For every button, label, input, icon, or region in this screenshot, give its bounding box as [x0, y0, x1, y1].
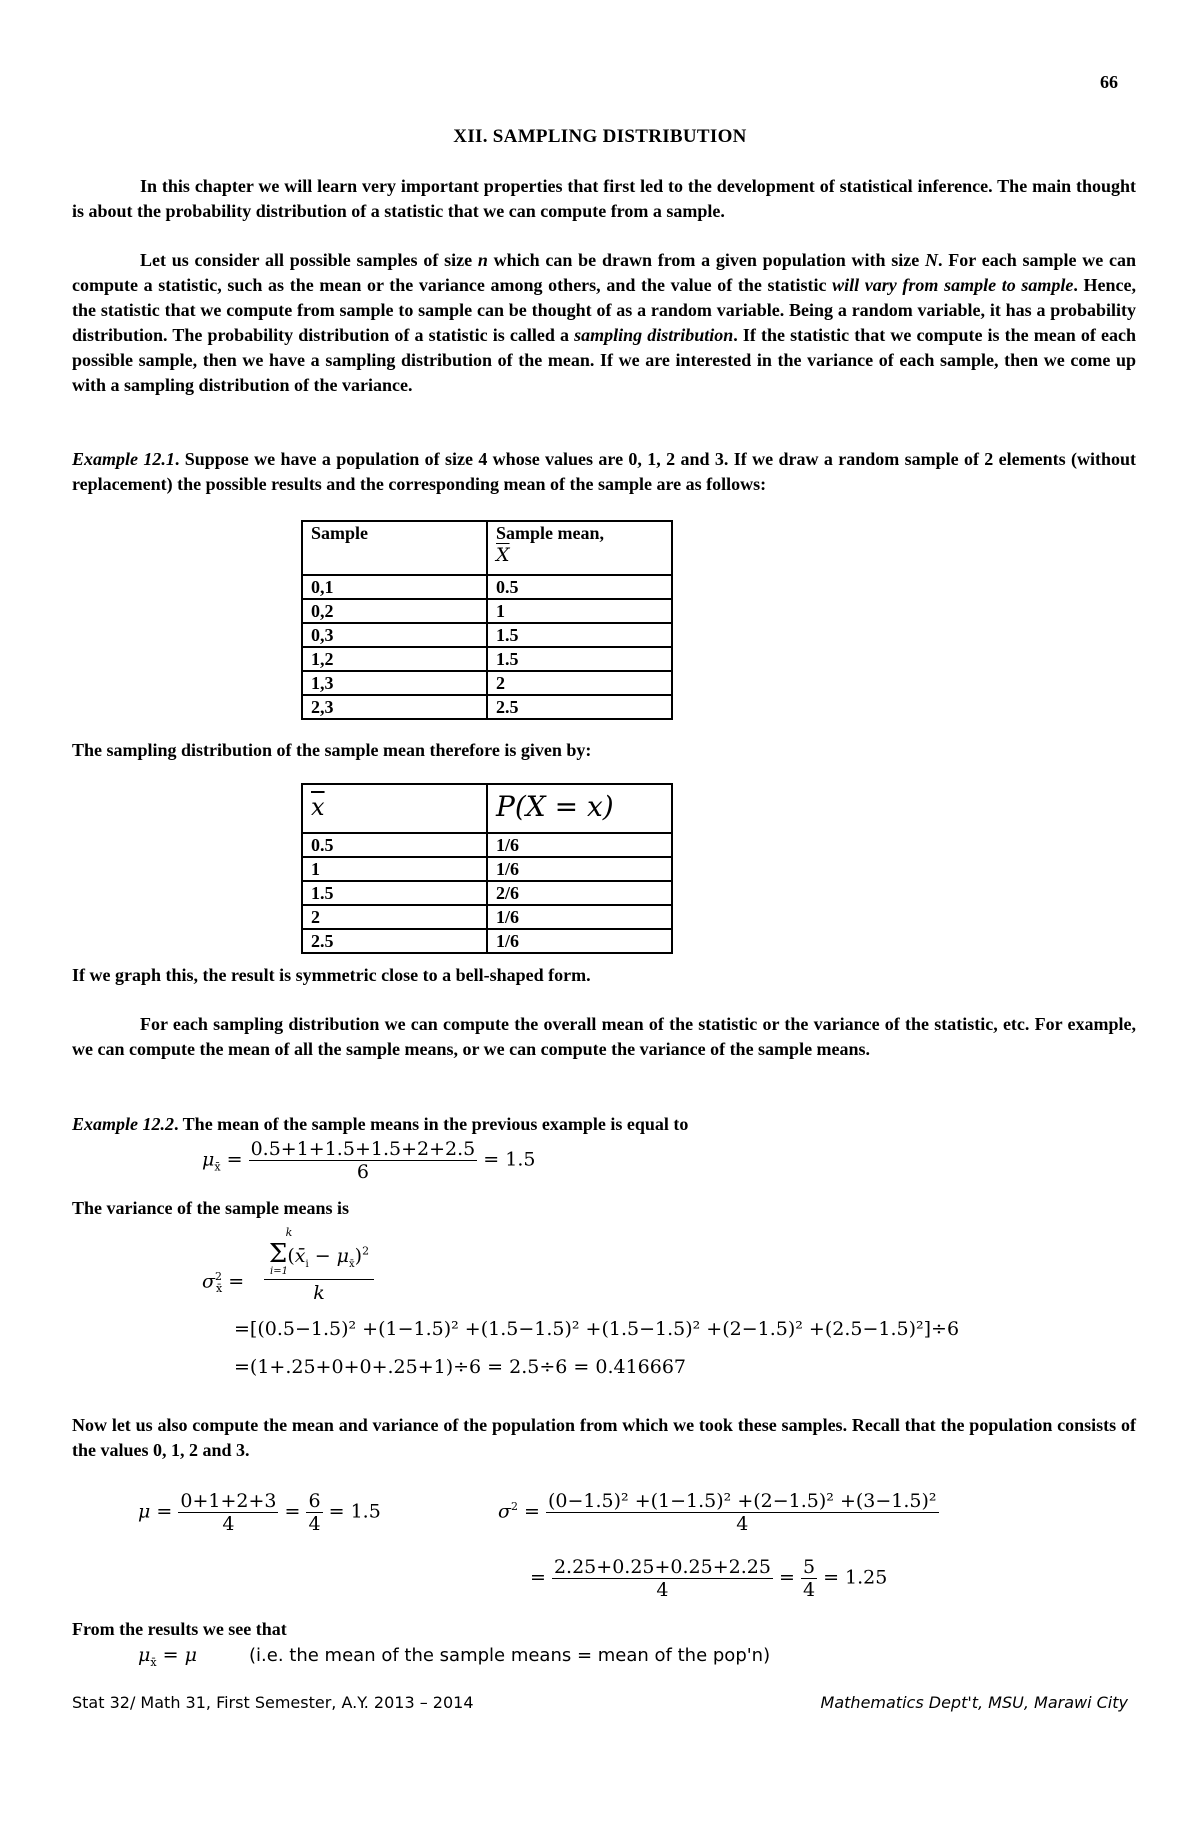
x-bar-symbol: $\overline{X}$	[496, 544, 510, 566]
graph-note: If we graph this, the result is symmetric close to a bell-shaped form.	[72, 965, 591, 985]
population-mean-formula: μ = $\frac{0+1+2+3}{4}$ = $\frac{6}{4}$ = 1.5	[138, 1490, 381, 1535]
header-sample-mean: Sample mean, $\overline{X}$	[487, 521, 672, 575]
header-x: $\overline{x}$	[302, 784, 487, 833]
sample-mean-table	[301, 520, 673, 720]
sampling-distribution-table	[301, 783, 673, 954]
p-cell: 2/6	[487, 881, 672, 905]
p2-b: which can be drawn from a given population with size	[487, 250, 926, 270]
sample-cell: 2,3	[302, 695, 487, 719]
example-1-label: Example 12.1	[72, 449, 175, 469]
population-variance-result: = $\frac{2.25+0.25+0.25+2.25}{4}$ = $\frac{5}{4}$ = 1.25	[530, 1556, 888, 1601]
example-1-text: . Suppose we have a population of size 4 whose values are 0, 1, 2 and 3. If we draw a random sample of 2 elements (without replacement) the possible results and the corresponding mean of the sample are as follows:	[72, 449, 1136, 494]
p-cell: 1/6	[487, 833, 672, 857]
mean-cell: 2.5	[487, 695, 672, 719]
x-cell: 2.5	[302, 929, 487, 953]
sample-cell: 1,3	[302, 671, 487, 695]
mean-cell: 1.5	[487, 623, 672, 647]
intro-text: In this chapter we will learn very important properties that first led to the development of statistical inference. The main thought is about the probability distribution of a statistic that we can compute from a sample.	[72, 176, 1136, 221]
mean-of-means-formula: $\mu_{x̄}$ = $\frac{0.5+1+1.5+1.5+2+2.5}{6}$ = 1.5	[202, 1138, 536, 1183]
p-cell: 1/6	[487, 905, 672, 929]
p2-n: n	[477, 250, 488, 270]
x-cell: 2	[302, 905, 487, 929]
mean-denominator: 6	[356, 1161, 369, 1183]
sample-cell: 1,2	[302, 647, 487, 671]
x-cell: 0.5	[302, 833, 487, 857]
conclusion-intro: From the results we see that	[72, 1619, 287, 1639]
variance-formula: $\sigma^2_{x̄}$ = k $\Sigma(x̄_i - \mu_{x̄})^2$ i=1 k	[202, 1226, 602, 1326]
mean-cell: 0.5	[487, 575, 672, 599]
table2-intro: The sampling distribution of the sample mean therefore is given by:	[72, 740, 592, 760]
example-12-2	[72, 1112, 1136, 1137]
page-number: 66	[1100, 72, 1118, 92]
p-cell: 1/6	[487, 857, 672, 881]
mean-cell: 1.5	[487, 647, 672, 671]
mean-cell: 2	[487, 671, 672, 695]
p2-d: . Hence, the statistic that we compute from sample to sample can be thought of as a random variable. Being a random variable, it has a probability distribution. The probability distribution of a statistic is called a	[72, 275, 1136, 345]
population-variance-formula: $\sigma^2$ = $\frac{\text{(0−1.5)² +(1−1.5)² +(2−1.5)² +(3−1.5)²}}{4}$	[498, 1490, 937, 1535]
conclusion-note: (i.e. the mean of the sample means = mean of the pop'n)	[249, 1645, 771, 1666]
p2-N: N	[925, 250, 939, 270]
sample-cell: 0,2	[302, 599, 487, 623]
mean-numerator: 0.5+1+1.5+1.5+2+2.5	[250, 1138, 476, 1160]
p-cell: 1/6	[487, 929, 672, 953]
footer-department: Mathematics Dept't, MSU, Marawi City	[820, 1693, 1128, 1712]
example-2-text: . The mean of the sample means in the previous example is equal to	[174, 1114, 689, 1134]
variance-line-1: =[(0.5−1.5)² +(1−1.5)² +(1.5−1.5)² +(1.5−1.5)² +(2−1.5)² +(2.5−1.5)²]÷6	[234, 1318, 960, 1340]
intro-paragraph	[72, 174, 1136, 224]
chapter-title: XII. SAMPLING DISTRIBUTION	[453, 126, 747, 147]
p2-vary: will vary from sample to sample	[832, 275, 1074, 295]
variance-line-2: =(1+.25+0+0+.25+1)÷6 = 2.5÷6 = 0.416667	[234, 1356, 687, 1378]
mean-result: = 1.5	[483, 1148, 536, 1171]
header-sample: Sample	[302, 521, 487, 575]
p2-a: Let us consider all possible samples of size	[140, 250, 478, 270]
example-12-1	[72, 447, 1136, 497]
p2-c: . For each sample we can compute a statistic, such as the mean or the variance among others, and the value of the statistic	[72, 250, 1137, 295]
population-sample-paragraph	[72, 248, 1136, 398]
mean-cell: 1	[487, 599, 672, 623]
x-cell: 1	[302, 857, 487, 881]
example-2-label: Example 12.2	[72, 1114, 174, 1134]
x-cell: 1.5	[302, 881, 487, 905]
sample-cell: 0,1	[302, 575, 487, 599]
population-paragraph: Now let us also compute the mean and variance of the population from which we took these samples. Recall that the population consists of the values 0, 1, 2 and 3.	[72, 1415, 1136, 1460]
sample-cell: 0,3	[302, 623, 487, 647]
conclusion-statement: $\mu_{x̄} = \mu$ (i.e. the mean of the sample means = mean of the pop'n)	[138, 1644, 771, 1669]
variance-intro: The variance of the sample means is	[72, 1198, 349, 1218]
p2-sampling-distribution: sampling distribution	[574, 325, 734, 345]
footer-course: Stat 32/ Math 31, First Semester, A.Y. 2013 – 2014	[72, 1693, 474, 1712]
header-p: P(X = x)	[487, 784, 672, 833]
overall-mean-paragraph: For each sampling distribution we can compute the overall mean of the statistic or the variance of the statistic, etc. For example, we can compute the mean of all the sample means, or we can compute the variance of the sample means.	[72, 1014, 1136, 1059]
p2-e: . If the statistic that we compute is the mean of each possible sample, then we have a sampling distribution of the mean. If we are interested in the variance of each sample, then we come up with a sampling distribution of the variance.	[72, 325, 1137, 395]
